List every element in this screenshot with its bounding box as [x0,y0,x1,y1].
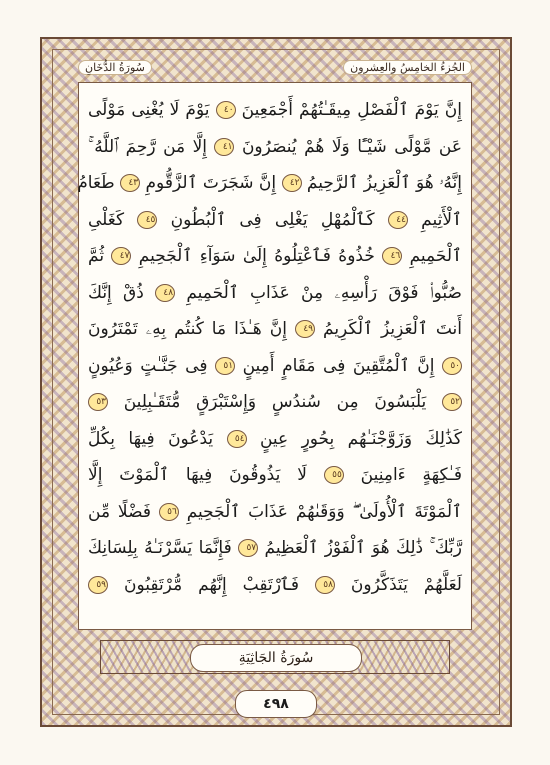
ayah-number-marker: ٤١ [214,138,234,156]
verse-text: لَعَلَّهُمْ يَتَذَكَّرُونَ [334,574,462,595]
verse-text: إِنَّ هَـٰذَا مَا كُنتُم بِهِۦ تَمْتَرُونَ [88,319,295,339]
verse-text: ٱلْمَوْتَةَ ٱلْأُولَىٰ ۖ وَوَقَىٰهُمْ عَذَابَ ٱلْجَحِيمِ [178,501,462,522]
verse-text: ٱلْأَثِيمِ [407,209,462,230]
ayah-number-marker: ٤٥ [137,211,157,229]
verse-line [77,165,462,202]
ayah-number-marker: ٥٥ [324,466,344,484]
verse-line [88,348,462,385]
verse-text: طَعَامُ [77,173,121,193]
ayah-number-marker: ٥٨ [315,576,335,594]
verse-text: كَغَلْىِ [88,209,138,230]
verse-text: فَـٰكِهَةٍ ءَامِنِينَ [343,465,462,485]
ayah-number-marker: ٥١ [215,357,235,375]
juz-name-header: الجُزءُ الخامِسُ والعِشرون [343,60,472,75]
verse-line [88,92,462,129]
verse-text: إِنَّ ٱلْمُتَّقِينَ فِى مَقَامٍ أَمِينٍ [235,355,442,376]
verse-line [88,384,462,421]
next-surah-title: سُورَةُ الجَاثِيَةِ [190,644,362,672]
page-header [78,55,472,79]
verse-line [88,567,462,604]
verse-text: إِلَّا مَن رَّحِمَ ٱللَّهُ ۚ [88,136,215,157]
surah-name-header: سُورَةُ الدُّخَانِ [78,60,152,75]
verse-line [88,494,462,531]
ayah-number-marker: ٥٩ [88,576,108,594]
verse-text: إِنَّ يَوْمَ ٱلْفَصْلِ مِيقَـٰتُهُمْ أَجْمَعِينَ [235,100,462,120]
verse-text: كَٱلْمُهْلِ يَغْلِى فِى ٱلْبُطُونِ [157,209,388,230]
ayah-number-marker: ٤٠ [216,101,236,119]
verse-text: ثُمَّ [88,246,112,266]
verse-text: خُذُوهُ فَٱعْتِلُوهُ إِلَىٰ سَوَآءِ ٱلْجَحِيمِ [131,246,383,266]
ayah-number-marker: ٤٩ [295,320,315,338]
verse-text: فَإِنَّمَا يَسَّرْنَـٰهُ بِلِسَانِكَ [88,538,239,558]
ayah-number-marker: ٥٤ [227,430,247,448]
verse-line [88,421,462,458]
verse-text: رَّبِّكَ ۚ ذَٰلِكَ هُوَ ٱلْفَوْزُ ٱلْعَظِيمُ [258,538,462,558]
verse-line [88,311,462,348]
ayah-number-marker: ٤٢ [282,174,302,192]
verse-text: يَدْعُونَ فِيهَا بِكُلِّ [88,428,227,449]
verse-line [88,129,462,166]
ayah-number-marker: ٥٣ [88,393,108,411]
ayah-number-marker: ٥٢ [442,393,462,411]
verse-text: فَضْلًا مِّن [88,501,159,522]
ayah-number-marker: ٥٦ [159,503,179,521]
verse-line [88,202,462,239]
verse-text: ذُقْ إِنَّكَ [88,282,156,303]
ayah-number-marker: ٤٨ [155,284,175,302]
verse-text: يَوْمَ لَا يُغْنِى مَوْلًى [88,100,216,120]
ayah-number-marker: ٤٤ [388,211,408,229]
verse-line [88,275,462,312]
verse-text: إِنَّهُۥ هُوَ ٱلْعَزِيزُ ٱلرَّحِيمُ [301,173,462,193]
verse-text: أَنتَ ٱلْعَزِيزُ ٱلْكَرِيمُ [314,319,462,339]
verse-line [88,457,462,494]
ayah-number-marker: ٤٦ [382,247,402,265]
verse-text: ٱلْحَمِيمِ [402,246,462,266]
verse-text: فَٱرْتَقِبْ إِنَّهُم مُّرْتَقِبُونَ [108,574,315,595]
verse-lines [77,92,462,603]
verse-text: عَن مَّوْلًى شَيْـًٔا وَلَا هُمْ يُنصَرُونَ [234,136,462,157]
verse-text: يَلْبَسُونَ مِن سُندُسٍ وَإِسْتَبْرَقٍ مُّتَقَـٰبِلِينَ [108,392,442,412]
ayah-number-marker: ٤٣ [120,174,140,192]
verse-line [88,238,462,275]
verse-text: صُبُّوا۟ فَوْقَ رَأْسِهِۦ مِنْ عَذَابِ ٱلْحَمِيمِ [175,282,462,303]
verse-text: لَا يَذُوقُونَ فِيهَا ٱلْمَوْتَ إِلَّا [88,465,324,485]
verse-text: إِنَّ شَجَرَتَ ٱلزَّقُّومِ [140,173,282,193]
verse-text: فِى جَنَّـٰتٍ وَعُيُونٍ [88,355,216,376]
verse-line [88,530,462,567]
page-number: ٤٩٨ [235,690,317,718]
verse-text: كَذَٰلِكَ وَزَوَّجْنَـٰهُم بِحُورٍ عِينٍ [246,428,462,449]
ayah-number-marker: ٤٧ [111,247,131,265]
ayah-number-marker: ٥٠ [442,357,462,375]
ayah-number-marker: ٥٧ [238,539,258,557]
